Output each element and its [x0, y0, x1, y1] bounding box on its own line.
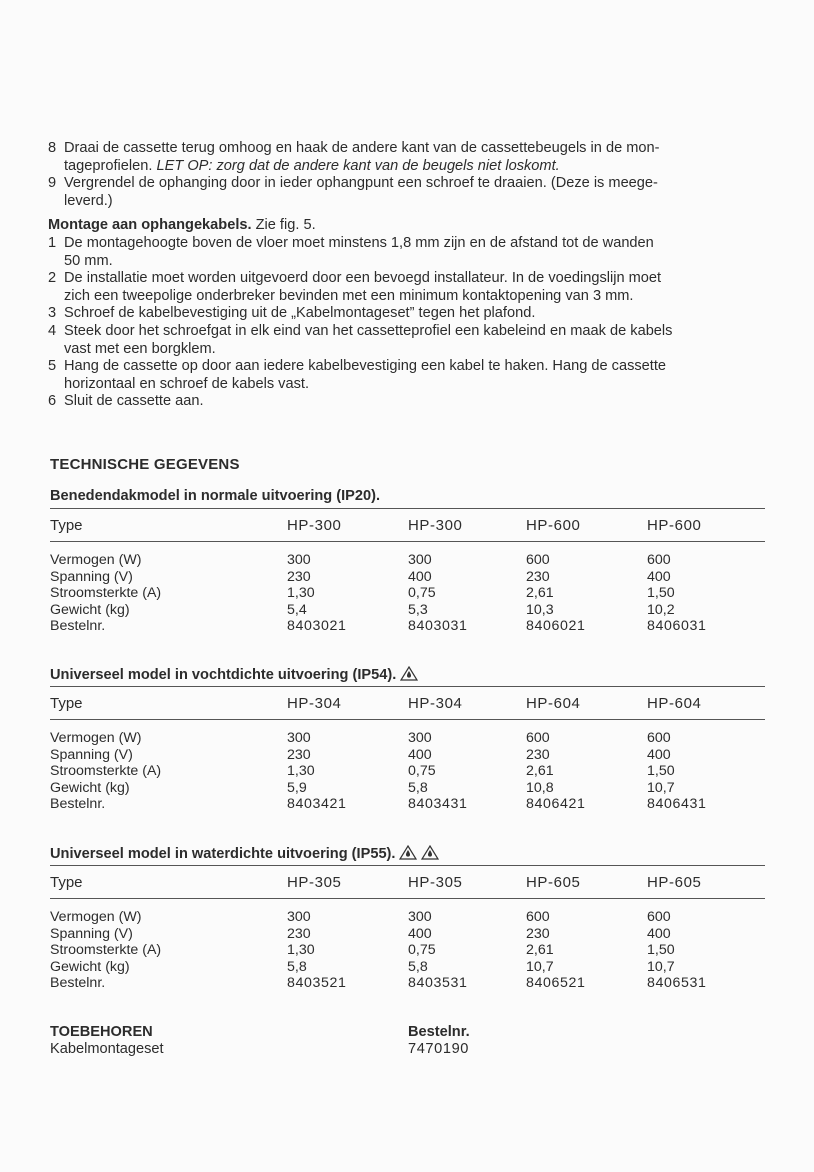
spec-value: 230 [526, 746, 550, 763]
spec-value: 8406431 [647, 796, 707, 812]
row-label: Stroomsterkte (A) [50, 942, 162, 958]
spec-value: 5,8 [408, 779, 428, 796]
row-labels [50, 730, 161, 813]
spec-value: 300 [287, 730, 311, 746]
warning-note: LET OP: zorg dat de andere kant van de beugels niet loskomt. [156, 157, 560, 174]
spec-value: 8406021 [526, 618, 586, 634]
spec-value: 600 [526, 909, 550, 925]
type-model: HP-604 [526, 695, 581, 712]
spec-value: 5,4 [287, 601, 307, 618]
montage-step-2 [48, 270, 763, 305]
spec-value: 600 [647, 909, 671, 925]
section-title-text: Benedendakmodel in normale uitvoering (IP20). [50, 488, 381, 504]
spec-value: 400 [408, 746, 432, 763]
model-column [408, 730, 467, 813]
step-text-line: De montagehoogte boven de vloer moet minstens 1,8 mm zijn en de afstand tot de wanden [64, 234, 654, 251]
row-label: Gewicht (kg) [50, 601, 130, 618]
spec-values [50, 720, 765, 812]
spec-value: 230 [526, 925, 550, 942]
row-label: Bestelnr. [50, 975, 106, 991]
step-text-line: Draai de cassette terug omhoog en haak de andere kant van de cassettebeugels in de mon- [64, 140, 660, 156]
type-model: HP-604 [647, 695, 702, 712]
row-label: Gewicht (kg) [50, 779, 130, 796]
row-label: Stroomsterkte (A) [50, 763, 162, 779]
section-title [50, 666, 765, 686]
row-labels [50, 909, 161, 992]
spec-value: 5,8 [287, 958, 307, 975]
spec-value: 8403521 [287, 975, 347, 991]
row-label: Bestelnr. [50, 796, 106, 812]
spec-value: 1,50 [647, 942, 675, 958]
spec-value: 600 [647, 552, 671, 568]
type-model: HP-605 [647, 874, 702, 891]
model-column [287, 909, 346, 992]
section-title [50, 845, 765, 865]
spec-value: 8406521 [526, 975, 586, 991]
spec-value: 230 [526, 568, 550, 585]
spec-section-ip54 [50, 666, 765, 812]
row-label: Bestelnr. [50, 618, 106, 634]
step-number: 5 [48, 358, 57, 375]
row-label: Vermogen (W) [50, 909, 142, 925]
spec-value: 0,75 [408, 585, 436, 601]
spec-value: 400 [647, 568, 671, 585]
step-number: 1 [48, 234, 57, 251]
spec-value: 600 [647, 730, 671, 746]
spec-values [50, 542, 765, 634]
type-model: HP-304 [408, 695, 463, 712]
section-title-text: Universeel model in waterdichte uitvoering (IP55). [50, 846, 396, 862]
model-column [408, 909, 467, 992]
row-labels [50, 552, 161, 635]
type-model: HP-300 [287, 517, 342, 534]
accessories-heading: TOEBEHOREN [50, 1024, 153, 1040]
montage-step-3 [48, 305, 763, 323]
montage-step-5 [48, 358, 763, 393]
spec-value: 300 [287, 552, 311, 568]
row-label: Spanning (V) [50, 746, 133, 763]
spec-value: 8406031 [647, 618, 707, 634]
spec-value: 8403421 [287, 796, 347, 812]
model-column [526, 730, 585, 813]
ip-class-drop-triangle-icon [400, 666, 418, 685]
step-number: 3 [48, 305, 57, 322]
spec-value: 10,8 [526, 779, 554, 796]
step-text-line: Hang de cassette op door aan iedere kabelbevestiging een kabel te haken. Hang de cassette [64, 358, 667, 375]
model-column [287, 552, 346, 635]
spec-value: 8403021 [287, 618, 347, 634]
spec-values [50, 899, 765, 991]
type-model: HP-600 [526, 517, 581, 534]
model-column [647, 730, 706, 813]
spec-value: 1,30 [287, 763, 315, 779]
model-column [287, 730, 346, 813]
type-model: HP-300 [408, 517, 463, 534]
model-column [647, 552, 706, 635]
step-number: 6 [48, 393, 57, 410]
spec-value: 600 [526, 730, 550, 746]
spec-value: 300 [408, 552, 432, 568]
model-column [526, 552, 585, 635]
ip-class-drop-triangle-icon [399, 845, 417, 864]
spec-value: 1,50 [647, 585, 675, 601]
spec-value: 10,2 [647, 601, 675, 618]
spec-value: 400 [408, 925, 432, 942]
spec-value: 400 [408, 568, 432, 585]
spec-value: 600 [526, 552, 550, 568]
section-title [50, 488, 765, 508]
spec-value: 8406531 [647, 975, 707, 991]
step-text-line: 50 mm. [64, 252, 113, 269]
spec-value: 8406421 [526, 796, 586, 812]
montage-step-1 [48, 235, 763, 270]
montage-step-4 [48, 323, 763, 358]
spec-value: 230 [287, 568, 311, 585]
row-label: Vermogen (W) [50, 552, 142, 568]
spec-value: 10,7 [526, 958, 554, 975]
model-column [647, 909, 706, 992]
step-8 [48, 140, 763, 175]
spec-value: 1,30 [287, 942, 315, 958]
type-label: Type [50, 695, 83, 712]
type-model: HP-305 [287, 874, 342, 891]
spec-value: 300 [408, 909, 432, 925]
spec-value: 2,61 [526, 763, 554, 779]
type-row [50, 687, 765, 719]
ip-class-drop-triangle-icon [421, 845, 439, 864]
spec-value: 10,7 [647, 958, 675, 975]
spec-value: 10,3 [526, 601, 554, 618]
type-model: HP-605 [526, 874, 581, 891]
section-title-text: Universeel model in vochtdichte uitvoering (IP54). [50, 667, 397, 683]
row-label: Vermogen (W) [50, 730, 142, 746]
montage-title: Montage aan ophangekabels. [48, 217, 252, 234]
instructions [48, 140, 763, 411]
tech-specs-title: TECHNISCHE GEGEVENS [50, 456, 240, 473]
step-text-line: horizontaal en schroef de kabels vast. [64, 375, 309, 392]
spec-section-ip20 [50, 488, 765, 634]
spec-value: 300 [287, 909, 311, 925]
order-number: 7470190 [408, 1041, 470, 1057]
step-text-line: vast met een borgklem. [64, 340, 216, 357]
row-label: Spanning (V) [50, 925, 133, 942]
spec-value: 1,50 [647, 763, 675, 779]
type-model: HP-304 [287, 695, 342, 712]
accessory-item: Kabelmontageset [50, 1041, 164, 1057]
spec-value: 400 [647, 925, 671, 942]
model-column [526, 909, 585, 992]
order-number-heading: Bestelnr. [408, 1024, 470, 1040]
row-label: Stroomsterkte (A) [50, 585, 162, 601]
montage-step-6 [48, 393, 763, 411]
montage-fig-ref: Zie fig. 5. [251, 217, 316, 234]
spec-value: 230 [287, 746, 311, 763]
type-label: Type [50, 517, 83, 534]
step-number: 8 [48, 140, 57, 156]
step-text-line: De installatie moet worden uitgevoerd door een bevoegd installateur. In de voedingslijn moet [64, 270, 662, 287]
step-text-line: tageprofielen. [64, 157, 157, 174]
type-model: HP-600 [647, 517, 702, 534]
spec-value: 8403431 [408, 796, 468, 812]
spec-value: 2,61 [526, 585, 554, 601]
step-text-line: Schroef de kabelbevestiging uit de „Kabelmontageset” tegen het plafond. [64, 305, 536, 322]
spec-value: 1,30 [287, 585, 315, 601]
type-row [50, 866, 765, 898]
spec-value: 5,8 [408, 958, 428, 975]
row-label: Gewicht (kg) [50, 958, 130, 975]
spec-value: 0,75 [408, 942, 436, 958]
spec-section-ip55 [50, 845, 765, 991]
model-column [408, 552, 467, 635]
spec-value: 8403031 [408, 618, 468, 634]
spec-value: 5,3 [408, 601, 428, 618]
step-text-line: Sluit de cassette aan. [64, 393, 204, 410]
type-label: Type [50, 874, 83, 891]
step-text-line: Steek door het schroefgat in elk eind van het cassetteprofiel een kabeleind en maak de kabels [64, 322, 673, 339]
spec-value: 230 [287, 925, 311, 942]
row-label: Spanning (V) [50, 568, 133, 585]
type-row [50, 509, 765, 541]
spec-value: 2,61 [526, 942, 554, 958]
spec-value: 0,75 [408, 763, 436, 779]
step-text-line: Vergrendel de ophanging door in ieder ophangpunt een schroef te draaien. (Deze is meege- [64, 175, 658, 192]
step-9 [48, 175, 763, 210]
montage-heading [48, 217, 763, 235]
type-model: HP-305 [408, 874, 463, 891]
step-number: 4 [48, 322, 57, 339]
spec-value: 10,7 [647, 779, 675, 796]
spec-value: 8403531 [408, 975, 468, 991]
spec-value: 400 [647, 746, 671, 763]
step-number: 2 [48, 270, 57, 287]
step-number: 9 [48, 175, 57, 192]
spec-value: 300 [408, 730, 432, 746]
spec-value: 5,9 [287, 779, 307, 796]
step-text-line: zich een tweepolige onderbreker bevinden met een minimum kontaktopening van 3 mm. [64, 287, 634, 304]
step-text-line: leverd.) [64, 192, 113, 209]
